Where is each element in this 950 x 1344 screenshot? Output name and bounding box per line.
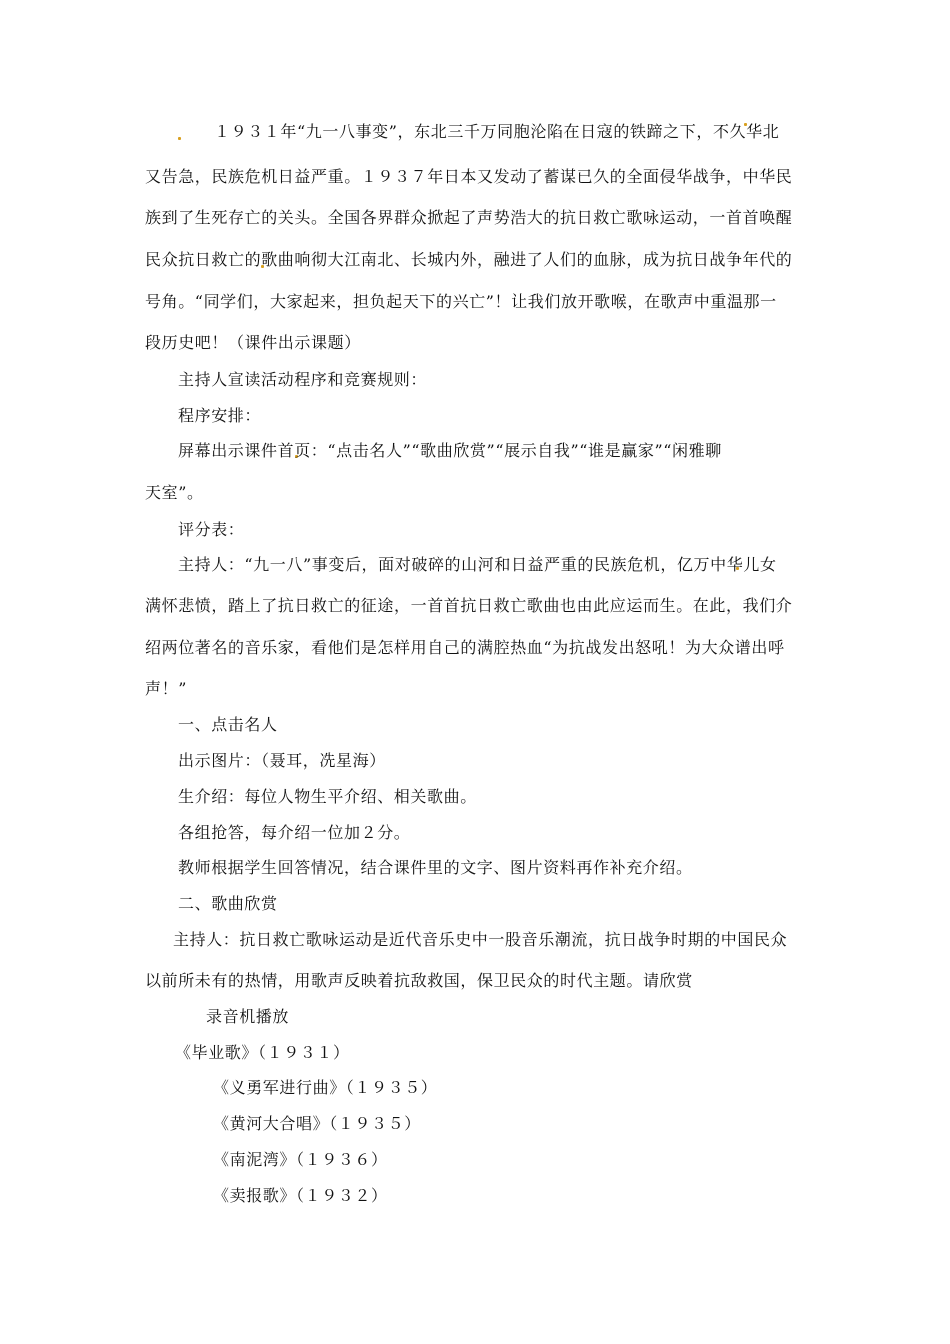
host-line: 绍两位著名的音乐家，看他们是怎样用自己的满腔热血“为抗战发出怒吼！为大众谱出呼 [145, 638, 785, 657]
host-line: 以前所未有的热情，用歌声反映着抗敌救国，保卫民众的时代主题。请欣赏 [145, 971, 693, 990]
section-line: 各组抢答，每介绍一位加２分。 [178, 823, 411, 842]
song-item: 《卖报歌》（１９３２） [213, 1186, 388, 1205]
song-item: 《南泥湾》（１９３６） [213, 1150, 388, 1169]
section-line: 出示图片：（聂耳，冼星海） [178, 751, 386, 770]
host-line: 满怀悲愤，踏上了抗日救亡的征途，一首首抗日救亡歌曲也由此应运而生。在此，我们介 [145, 596, 793, 615]
rules-intro: 主持人宣读活动程序和竞赛规则： [178, 370, 428, 389]
program-label: 程序安排： [178, 406, 262, 425]
intro-line: 民众抗日救亡的歌曲响彻大江南北、长城内外，融进了人们的血脉，成为抗日战争年代的 [145, 250, 793, 269]
section-line: 生介绍：每位人物生平介绍、相关歌曲。 [178, 787, 477, 806]
section-heading: 一、点击名人 [178, 715, 278, 734]
intro-line: 段历史吧！（课件出示课题） [145, 333, 361, 352]
section-heading: 二、歌曲欣赏 [178, 894, 278, 913]
intro-line: 号角。“同学们，大家起来，担负起天下的兴亡”！让我们放开歌喉，在歌声中重温那一 [145, 292, 777, 311]
screen-line: 屏幕出示课件首页：“点击名人”“歌曲欣赏”“展示自我”“谁是赢家”“闲雅聊 [178, 441, 722, 460]
section-line: 教师根据学生回答情况，结合课件里的文字、图片资料再作补充介绍。 [178, 858, 693, 877]
recorder-label: 录音机播放 [206, 1007, 290, 1026]
host-line: 主持人：“九一八”事变后，面对破碎的山河和日益严重的民族危机，亿万中华儿女 [178, 555, 777, 574]
decorative-dot [178, 137, 181, 140]
host-line: 主持人：抗日救亡歌咏运动是近代音乐史中一股音乐潮流，抗日战争时期的中国民众 [173, 930, 788, 949]
host-line: 声！” [145, 679, 187, 698]
score-label: 评分表： [178, 520, 245, 539]
screen-line: 天室”。 [145, 483, 204, 502]
song-item: 《黄河大合唱》（１９３５） [213, 1114, 421, 1133]
intro-line: １９３１年“九一八事变”，东北三千万同胞沦陷在日寇的铁蹄之下，不久华北 [214, 122, 780, 141]
intro-line: 族到了生死存亡的关头。全国各界群众掀起了声势浩大的抗日救亡歌咏运动，一首首唤醒 [145, 208, 793, 227]
song-item: 《义勇军进行曲》（１９３５） [213, 1078, 438, 1097]
song-item: 《毕业歌》（１９３１） [175, 1043, 350, 1062]
intro-line: 又告急，民族危机日益严重。１９３７年日本又发动了蓄谋已久的全面侵华战争，中华民 [145, 167, 793, 186]
